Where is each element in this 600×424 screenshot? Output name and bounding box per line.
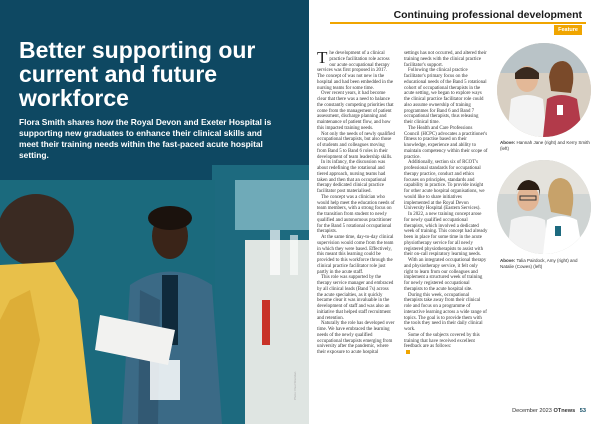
issue-date: December 2023 [512, 408, 552, 414]
paragraph: In 2022, a new training concept arose for newly qualified occupational therapists, which involved a dedicated week of training. This concept had already been in place for some time in the acute physiotherapy service for all newly registered physiotherapists to assist with their on-call respiratory learning needs. [404, 212, 488, 258]
article-column-2 [404, 51, 488, 356]
page-title: Better supporting our current and future workforce [19, 37, 256, 111]
paragraph: During this week, occupational therapists take away from their clinical role and focus on a programme of interactive learning across a wide range of topics. The goal is to provide them with the tools they need in their daily clinical work. [404, 292, 487, 332]
photo-image [497, 43, 591, 137]
caption-label: Above: [500, 258, 516, 263]
staff-photo-1 [497, 43, 591, 137]
page-footer [512, 408, 586, 414]
publication-name: OTnews [553, 408, 576, 414]
standfirst: Flora Smith shares how the Royal Devon and Exeter Hospital is supporting new graduates to enhance their clinical skills and meet their training needs within the fast-paced acute hospital setting. [19, 117, 272, 160]
article-column-1 [317, 48, 395, 356]
paragraph: Naturally the role has developed over time. We have embraced the learning needs of the newly qualified occupational therapists emerging from university after the pandemic, where their exposure to acute hospital [317, 321, 395, 355]
paragraph: he development of a clinical practice facilitation role across our acute occupational therapy services was first proposed in 2017. The concept of was not new in the hospital and had been embedded in the nursing teams for some time. [317, 51, 394, 91]
paragraph: In its infancy, the discussion was about redefining the rotational and tiered approach, nursing teams had taken and then that an occupational therapy dedicated clinical practice facilitator post materialised. [317, 160, 387, 194]
page-number: 53 [579, 408, 586, 414]
caption-text: Hannah Jane (right) and Kerry Smith (left) [500, 140, 590, 151]
paragraph: At the same time, day-to-day clinical supervision would come from the team in which they were based. Effectively, this meant this learning could be provided to this workforce through the clinical practice facilitator role just partly in the acute staff. [317, 235, 394, 275]
end-mark-icon [406, 350, 410, 354]
photo-caption-2 [500, 258, 592, 269]
paragraph: Some of the subjects covered by this training that have received excellent feedback are as follows: [404, 332, 480, 350]
photo-caption-1 [500, 140, 592, 151]
drop-cap: T [317, 48, 328, 67]
paragraph: The Health and Care Professions Council (HCPC) advocates a practitioner's fitness to practise based on their knowledge, experience and ability to maintain competency within their scope of practice. [404, 125, 488, 160]
staff-photo-2 [497, 160, 591, 254]
feature-badge: Feature [554, 25, 582, 35]
header-rule [330, 22, 586, 24]
paragraph: Following the clinical practice facilitator's primary focus on the educational needs of the Band 5 rotational cohort of occupational therapists in the acute setting, we began to explore ways the clinical practice facilitator role could also assume ownership of training programmes for Band 6 and Band 7 occupational therapists, thus releasing their clinical time. [404, 68, 487, 125]
paragraph: With an integrated occupational therapy and physiotherapy service, it felt only right to learn from our colleagues and implement a structured week of training for newly registered occupational therapists to the acute hospital site. [404, 258, 487, 292]
paragraph: Over recent years, it had become clear that there was a need to balance the constantly competing priorities that come from the management of patient assessment, discharge planning and maintenance of patient flow, and how this impacted training needs. [317, 91, 394, 131]
paragraph: This role was supported by the therapy service manager and embraced by all clinical leads (Band 7s) across the acute specialties, as it quickly became clear it was invaluable in the development of staff and was also an initiative that helped staff recruitment and retention. [317, 275, 394, 321]
caption-label: Above: [500, 140, 516, 145]
paragraph: Not only the needs of newly qualified occupational therapists, but also those of students and colleagues moving from Band 5 to Band 6 roles in their development of team leadership skills. [317, 131, 395, 160]
section-title: Continuing professional development [393, 9, 582, 21]
paragraph: Additionally, section six of RCOT's professional standards for occupational therapy practice, conduct and ethics focuses on principles, standards and capability in practice. To provide insight for other acute hospital organisations, we would like to share initiatives implemented at the Royal Devon University Hospital (Eastern Services). [404, 160, 485, 212]
photo-image [497, 160, 591, 254]
caption-text: Talia Pairdock, Amy (right) and Natalie (Cowes) (left) [500, 258, 578, 269]
paragraph: settings has not occurred, and altered their training needs with the clinical practice facilitator's support. [404, 51, 487, 68]
paragraph: The concept was a clinician who would help meet the education needs of team members, with a strong focus on the transition from student to newly qualified and autonomous practitioner for the Band 5 rotational occupational therapists. [317, 194, 395, 235]
photo-credit: Photo: Paul Sheridan [293, 371, 297, 400]
